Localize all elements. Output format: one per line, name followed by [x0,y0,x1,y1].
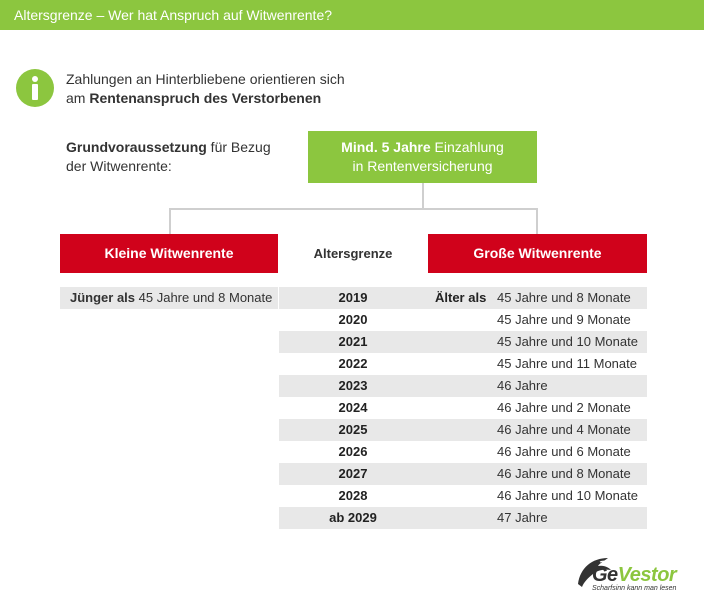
table-row [279,309,647,331]
table-row [279,375,647,397]
table-row [279,287,647,309]
prerequisite-box: Mind. 5 Jahre Einzahlung in Rentenversicherung [308,131,537,183]
logo-tagline: Scharfsinn kann man lesen [592,585,677,592]
age-limit-header: Altersgrenze [313,246,393,261]
prerequisite-label: Grundvoraussetzung für Bezug der Witwenrente: [66,139,271,174]
age-cell: 46 Jahre und 2 Monate [497,400,631,415]
year-cell: 2026 [338,444,368,459]
year-cell: 2023 [338,378,368,393]
age-cell: 47 Jahre [497,510,548,525]
year-cell: 2027 [338,466,368,481]
age-cell: 46 Jahre und 4 Monate [497,422,631,437]
year-cell: 2025 [338,422,368,437]
year-cell: ab 2029 [329,510,377,525]
info-highlight: Rentenanspruch des Verstorbenen [89,90,322,106]
prerequisite-label-bold: Grundvoraussetzung [66,139,207,155]
table-row [279,353,647,375]
table-row [279,419,647,441]
logo-wordmark: GeVestor [592,564,677,586]
year-cell: 2022 [338,356,368,371]
table-row [279,331,647,353]
connector-vertical-left [169,208,171,234]
table-row [279,463,647,485]
age-cell: 46 Jahre und 8 Monate [497,466,631,481]
year-cell: 2028 [338,488,368,503]
year-cell: 2024 [338,400,368,415]
info-icon [16,69,54,107]
age-cell: 46 Jahre und 6 Monate [497,444,631,459]
age-limit-table [279,287,647,529]
table-row [279,485,647,507]
info-text [66,70,345,108]
info-line-1: Zahlungen an Hinterbliebene orientieren sich [66,71,345,87]
large-pension-header: Große Witwenrente [428,234,647,273]
small-pension-rule [60,287,278,309]
older-than-prefix: Älter als [435,290,487,305]
gevestor-logo [572,552,700,596]
year-cell: 2021 [338,334,368,349]
connector-horizontal [169,208,538,210]
table-row [279,441,647,463]
connector-vertical-main [422,183,424,209]
age-cell: 46 Jahre und 10 Monate [497,488,638,503]
year-cell: 2020 [338,312,368,327]
age-cell: 45 Jahre und 11 Monate [497,356,637,371]
info-line-2: am Rentenanspruch des Verstorbenen [66,90,322,106]
small-pension-value: 45 Jahre und 8 Monate [135,290,273,305]
header-title: Altersgrenze – Wer hat Anspruch auf Witwenrente? [14,7,333,23]
small-pension-header: Kleine Witwenrente [60,234,278,273]
age-cell: 45 Jahre und 8 Monate [497,290,631,305]
prerequisite-label-line2: der Witwenrente: [66,158,172,174]
prerequisite-box-bold: Mind. 5 Jahre [341,139,431,155]
header-bar [0,0,704,30]
age-cell: 46 Jahre [497,378,548,393]
prerequisite-box-line2: in Rentenversicherung [352,158,493,174]
connector-vertical-right [536,208,538,234]
age-cell: 45 Jahre und 9 Monate [497,312,631,327]
small-pension-prefix: Jünger als [70,290,136,305]
age-cell: 45 Jahre und 10 Monate [497,334,638,349]
year-cell: 2019 [338,290,368,305]
table-row [279,397,647,419]
table-row [279,507,647,529]
